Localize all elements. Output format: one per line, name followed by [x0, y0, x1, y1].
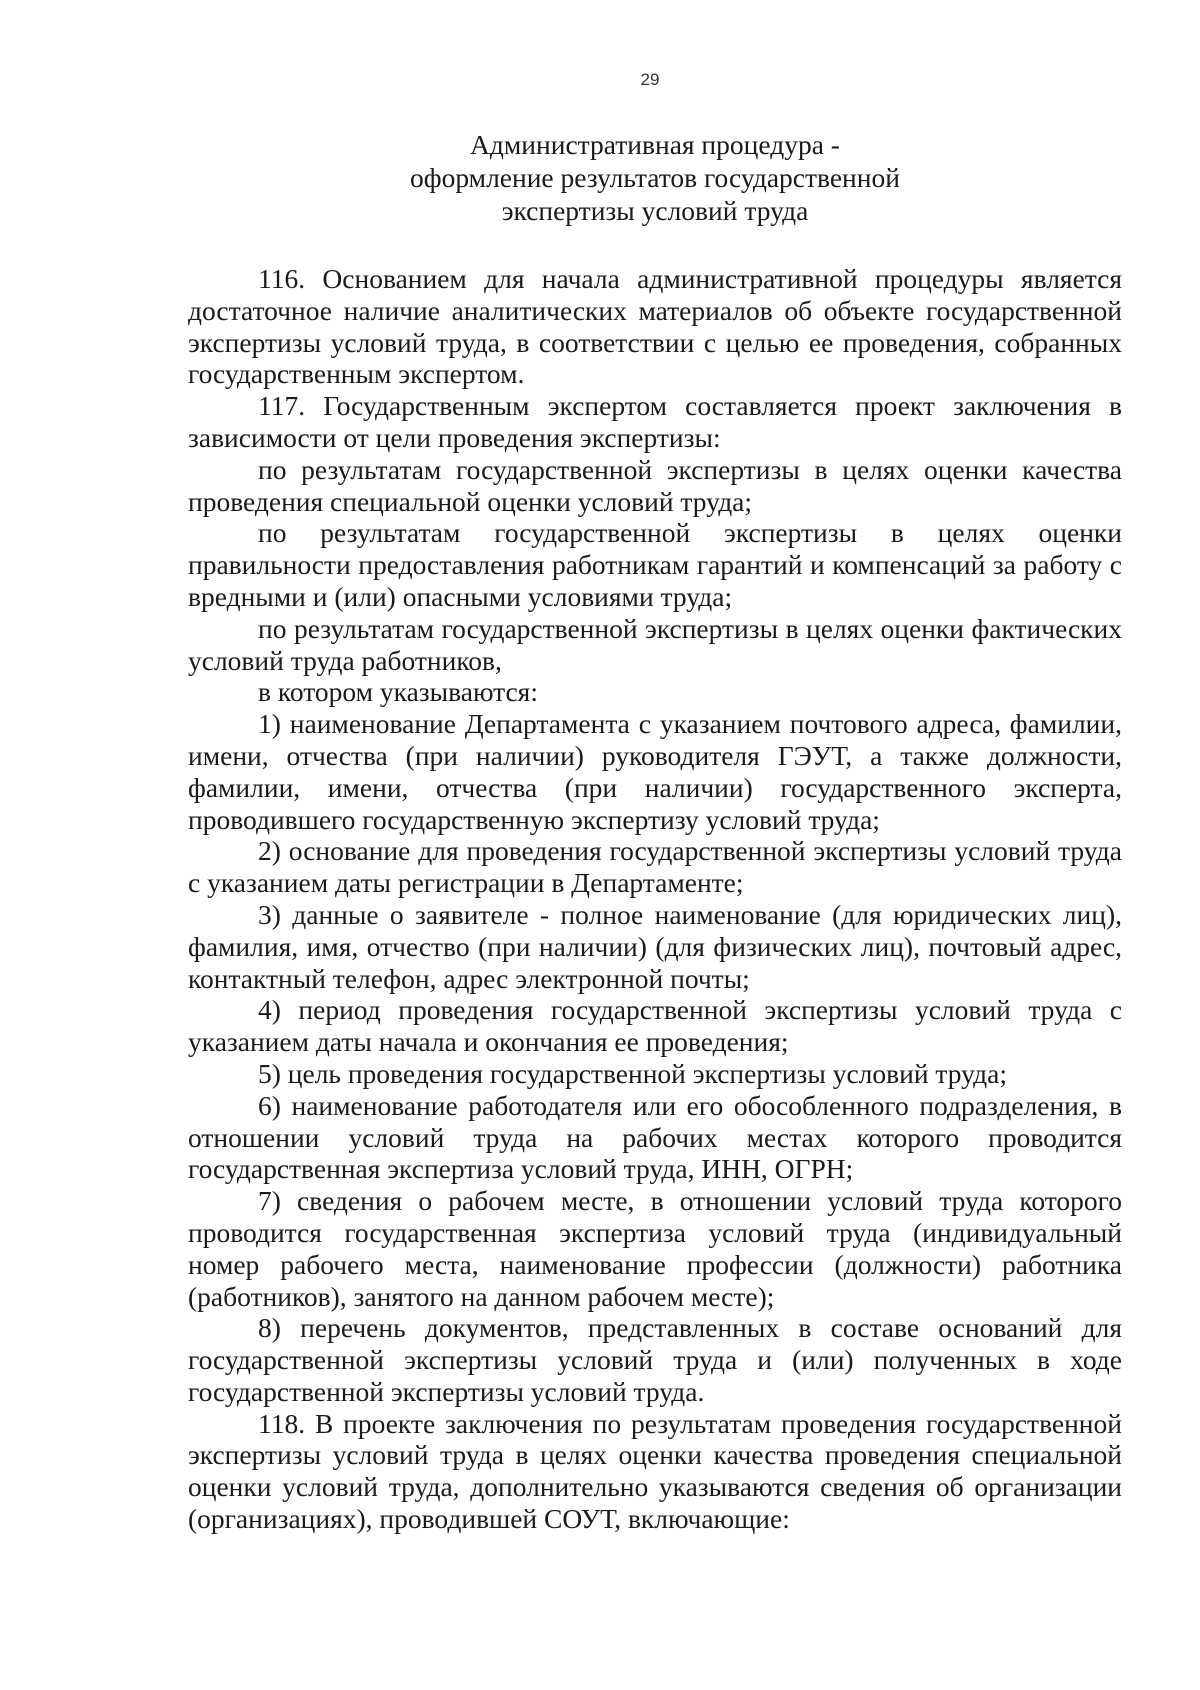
list-item-6: 6) наименование работодателя или его обособленного подразделения, в отношении условий труда на рабочих местах которого проводится государственная экспертиза условий труда, ИНН, ОГРН;	[188, 1089, 1122, 1185]
page-number: 29	[640, 70, 660, 89]
paragraph-117-item: по результатам государственной экспертизы в целях оценки правильности предоставления работникам гарантий и компенсаций за работу с вредными и (или) опасными условиями труда;	[188, 517, 1122, 612]
paragraph-117-item: по результатам государственной экспертизы в целях оценки качества проведения специальной оценки условий труда;	[188, 453, 1122, 517]
paragraph-117-item: по результатам государственной экспертизы в целях оценки фактических условий труда работников,	[188, 612, 1122, 676]
paragraph-117: 117. Государственным экспертом составляется проект заключения в зависимости от цели проведения экспертизы:	[188, 390, 1122, 453]
document-body	[188, 263, 1122, 1535]
list-item-5: 5) цель проведения государственной экспертизы условий труда;	[258, 1057, 1008, 1089]
paragraph-116: 116. Основанием для начала административной процедуры является достаточное наличие аналитических материалов об объекте государственной экспертизы условий труда, в соответствии с целью ее проведения, собранных государственным экспертом.	[188, 263, 1122, 390]
heading-line: экспертизы условий труда	[501, 195, 809, 226]
list-item-3: 3) данные о заявителе - полное наименование (для юридических лиц), фамилия, имя, отчество (при наличии) (для физических лиц), почтовый адрес, контактный телефон, адрес электронной почты;	[188, 898, 1122, 994]
list-item-1: 1) наименование Департамента с указанием почтового адреса, фамилии, имени, отчества (при наличии) руководителя ГЭУТ, а также должности, фамилии, имени, отчества (при наличии) государственного эксперта, проводившего государственную экспертизу условий труда;	[188, 708, 1122, 835]
heading-line: оформление результатов государственной	[410, 162, 900, 193]
document-page	[188, 70, 1122, 1535]
list-item-4: 4) период проведения государственной экспертизы условий труда с указанием даты начала и окончания ее проведения;	[188, 994, 1122, 1058]
list-item-7: 7) сведения о рабочем месте, в отношении условий труда которого проводится государственная экспертиза условий труда (индивидуальный номер рабочего места, наименование профессии (должности) работника (работников), занятого на данном рабочем месте);	[188, 1185, 1122, 1312]
section-heading	[188, 128, 1122, 227]
list-item-8: 8) перечень документов, представленных в составе оснований для государственной экспертизы условий труда и (или) полученных в ходе государственной экспертизы условий труда.	[188, 1312, 1122, 1407]
paragraph-118: 118. В проекте заключения по результатам проведения государственной экспертизы условий труда в целях оценки качества проведения специальной оценки условий труда, дополнительно указываются сведения об организации (организациях), проводившей СОУТ, включающие:	[188, 1407, 1122, 1535]
paragraph-117-list-intro: в котором указываются:	[258, 676, 538, 708]
heading-line: Административная процедура -	[470, 129, 840, 160]
list-item-2: 2) основание для проведения государственной экспертизы условий труда с указанием даты регистрации в Департаменте;	[188, 835, 1122, 899]
